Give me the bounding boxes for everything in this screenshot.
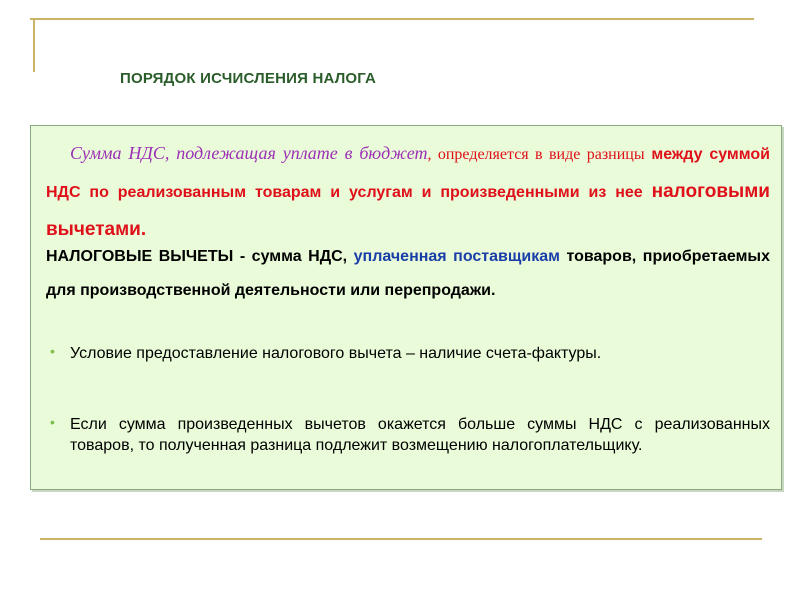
bottom-decor-line bbox=[40, 538, 762, 540]
left-decor-line bbox=[33, 18, 35, 72]
vat-difference-text: между суммой НДС по реализованным товарам и услугам и произведенными из нее bbox=[46, 146, 771, 201]
paid-to-suppliers-text: уплаченная поставщикам bbox=[353, 248, 560, 265]
deductions-tail-text: товаров, приобретаемых для производственной деятельности или перепродажи. bbox=[46, 248, 770, 299]
bullet-refund-condition bbox=[50, 414, 770, 456]
deductions-head-text: НАЛОГОВЫЕ ВЫЧЕТЫ - сумма НДС, bbox=[46, 248, 354, 265]
lead-comma: , bbox=[427, 146, 432, 163]
bullet-invoice-condition bbox=[50, 343, 770, 364]
bullet-text: Если сумма произведенных вычетов окажется больше суммы НДС с реализованных товаров, то полученная разница подлежит возмещению налогоплательщику. bbox=[70, 416, 770, 454]
bullet-icon: • bbox=[50, 414, 55, 430]
slide-title: ПОРЯДОК ИСЧИСЛЕНИЯ НАЛОГА bbox=[120, 70, 377, 87]
vat-definition-paragraph bbox=[46, 135, 770, 249]
bullet-text: Условие предоставление налогового вычета – наличие счета-фактуры. bbox=[70, 345, 602, 362]
top-decor-line bbox=[30, 18, 754, 20]
tax-deductions-paragraph bbox=[46, 240, 770, 308]
vat-lead-text: Сумма НДС, подлежащая уплате в бюджет bbox=[70, 143, 428, 163]
bullet-icon: • bbox=[50, 343, 55, 359]
vat-determined-text: определяется в виде разницы bbox=[431, 146, 645, 163]
tax-deductions-emphasis: налоговыми вычетами. bbox=[46, 181, 770, 240]
